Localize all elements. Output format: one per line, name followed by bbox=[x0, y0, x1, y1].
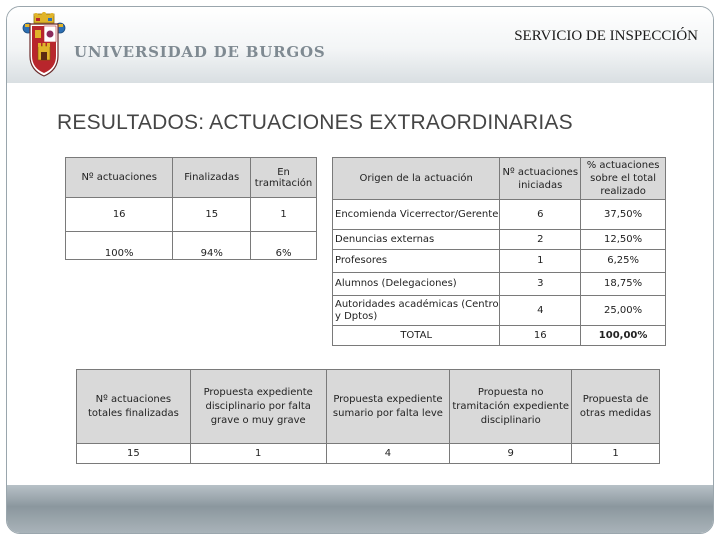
origin-header-percent: % actuaciones sobre el total realizado bbox=[581, 158, 666, 200]
origin-header-origin: Origen de la actuación bbox=[333, 158, 500, 200]
origin-row-percent: 18,75% bbox=[581, 273, 666, 296]
measures-value-finished: 15 bbox=[77, 444, 191, 464]
origin-row-count: 6 bbox=[500, 200, 581, 230]
summary-count-in-progress: 1 bbox=[251, 198, 317, 232]
measures-header-finished: Nº actuaciones totales finalizadas bbox=[77, 370, 191, 444]
origin-row-origin: Denuncias externas bbox=[333, 230, 500, 250]
summary-count-finished: 15 bbox=[173, 198, 251, 232]
service-title: SERVICIO DE INSPECCIÓN bbox=[514, 28, 698, 44]
origin-total-percent: 100,00% bbox=[581, 326, 666, 346]
origin-row-count: 4 bbox=[500, 296, 581, 326]
origin-row bbox=[333, 296, 666, 326]
origin-header-count: Nº actuaciones iniciadas bbox=[500, 158, 581, 200]
measures-header-summary: Propuesta expediente sumario por falta leve bbox=[326, 370, 450, 444]
origin-row bbox=[333, 200, 666, 230]
summary-percent-in-progress: 6% bbox=[251, 232, 317, 260]
measures-value-other: 1 bbox=[572, 444, 660, 464]
summary-percent-total: 100% bbox=[66, 232, 173, 260]
measures-header-other: Propuesta de otras medidas bbox=[572, 370, 660, 444]
origin-row-origin: Alumnos (Delegaciones) bbox=[333, 273, 500, 296]
summary-header-total: Nº actuaciones bbox=[66, 158, 173, 198]
origin-row bbox=[333, 250, 666, 273]
origin-row-percent: 6,25% bbox=[581, 250, 666, 273]
measures-value-disciplinary: 1 bbox=[190, 444, 326, 464]
university-crest-icon bbox=[22, 12, 66, 88]
measures-header-row bbox=[77, 370, 660, 444]
university-name: UNIVERSIDAD DE BURGOS bbox=[74, 43, 326, 61]
origin-row-count: 1 bbox=[500, 250, 581, 273]
measures-value-row bbox=[77, 444, 660, 464]
measures-value-summary: 4 bbox=[326, 444, 450, 464]
summary-table bbox=[65, 157, 317, 260]
origin-row-origin: Profesores bbox=[333, 250, 500, 273]
measures-table bbox=[76, 369, 660, 464]
origin-row-origin: Encomienda Vicerrector/Gerente bbox=[333, 200, 500, 230]
measures-header-disciplinary: Propuesta expediente disciplinario por falta grave o muy grave bbox=[190, 370, 326, 444]
summary-header-finished: Finalizadas bbox=[173, 158, 251, 198]
origin-row-count: 3 bbox=[500, 273, 581, 296]
origin-row-origin: Autoridades académicas (Centro y Dptos) bbox=[333, 296, 500, 326]
origin-header-row bbox=[333, 158, 666, 200]
origin-row bbox=[333, 230, 666, 250]
measures-value-no-processing: 9 bbox=[450, 444, 572, 464]
origin-total-row bbox=[333, 326, 666, 346]
origin-row-percent: 12,50% bbox=[581, 230, 666, 250]
summary-percent-row bbox=[66, 232, 317, 260]
footer-band bbox=[7, 485, 713, 533]
origin-row-percent: 25,00% bbox=[581, 296, 666, 326]
origin-table bbox=[332, 157, 666, 346]
summary-count-row bbox=[66, 198, 317, 232]
page-title: RESULTADOS: ACTUACIONES EXTRAORDINARIAS bbox=[57, 111, 573, 134]
summary-count-total: 16 bbox=[66, 198, 173, 232]
summary-header-row bbox=[66, 158, 317, 198]
origin-row-percent: 37,50% bbox=[581, 200, 666, 230]
summary-header-in-progress: En tramitación bbox=[251, 158, 317, 198]
summary-percent-finished: 94% bbox=[173, 232, 251, 260]
measures-header-no-processing: Propuesta no tramitación expediente disciplinario bbox=[450, 370, 572, 444]
origin-total-label: TOTAL bbox=[333, 326, 500, 346]
origin-row bbox=[333, 273, 666, 296]
origin-total-count: 16 bbox=[500, 326, 581, 346]
origin-row-count: 2 bbox=[500, 230, 581, 250]
